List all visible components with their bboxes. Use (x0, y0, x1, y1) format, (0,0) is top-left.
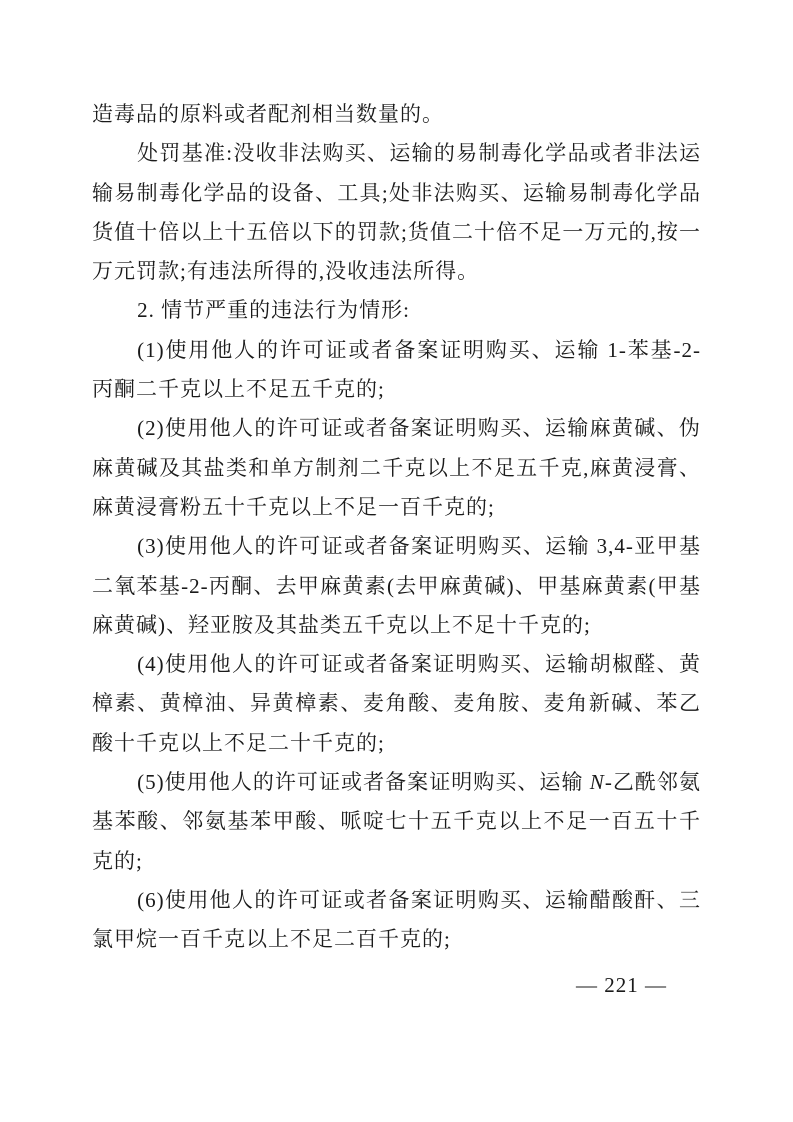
paragraph-item-6 (92, 881, 701, 960)
paragraph-serious-cases-heading (92, 291, 701, 330)
text-segment: (1)使用他人的许可证或者备案证明购买、运输 1-苯基-2-丙酮二千克以上不足五千克的; (92, 337, 701, 402)
text-segment: (6)使用他人的许可证或者备案证明购买、运输醋酸酐、三氯甲烷一百千克以上不足二百千克的; (92, 887, 701, 952)
text-segment: (2)使用他人的许可证或者备案证明购买、运输麻黄碱、伪麻黄碱及其盐类和单方制剂二千克以上不足五千克,麻黄浸膏、麻黄浸膏粉五十千克以上不足一百千克的; (92, 416, 701, 519)
italic-chemical-letter: N (589, 770, 605, 795)
document-body (92, 95, 701, 960)
text-segment: 处罚基准:没收非法购买、运输的易制毒化学品或者非法运输易制毒化学品的设备、工具;处非法购买、运输易制毒化学品货值十倍以上十五倍以下的罚款;货值二十倍不足一万元的,按一万元罚款;有违法所得的,没收违法所得。 (92, 141, 701, 284)
paragraph-item-1 (92, 331, 701, 410)
text-segment: 造毒品的原料或者配剂相当数量的。 (92, 102, 444, 126)
text-segment: 2. 情节严重的违法行为情形: (137, 298, 410, 323)
text-segment: (3)使用他人的许可证或者备案证明购买、运输 3,4-亚甲基二氧苯基-2-丙酮、去甲麻黄素(去甲麻黄碱)、甲基麻黄素(甲基麻黄碱)、羟亚胺及其盐类五千克以上不足十千克的; (92, 534, 701, 637)
paragraph-item-3 (92, 527, 701, 645)
text-segment: -乙酰邻氨基苯酸、邻氨基苯甲酸、哌啶七十五千克以上不足一百五十千克的; (92, 770, 701, 873)
page-number: — 221 — (576, 973, 667, 997)
paragraph-item-4 (92, 645, 701, 763)
paragraph-item-5 (92, 763, 701, 881)
paragraph-continuation (92, 95, 701, 134)
paragraph-item-2 (92, 409, 701, 527)
text-segment: (4)使用他人的许可证或者备案证明购买、运输胡椒醛、黄樟素、黄樟油、异黄樟素、麦角酸、麦角胺、麦角新碱、苯乙酸十千克以上不足二十千克的; (92, 652, 701, 755)
text-segment: (5)使用他人的许可证或者备案证明购买、运输 (137, 770, 590, 795)
paragraph-penalty-standard (92, 134, 701, 291)
